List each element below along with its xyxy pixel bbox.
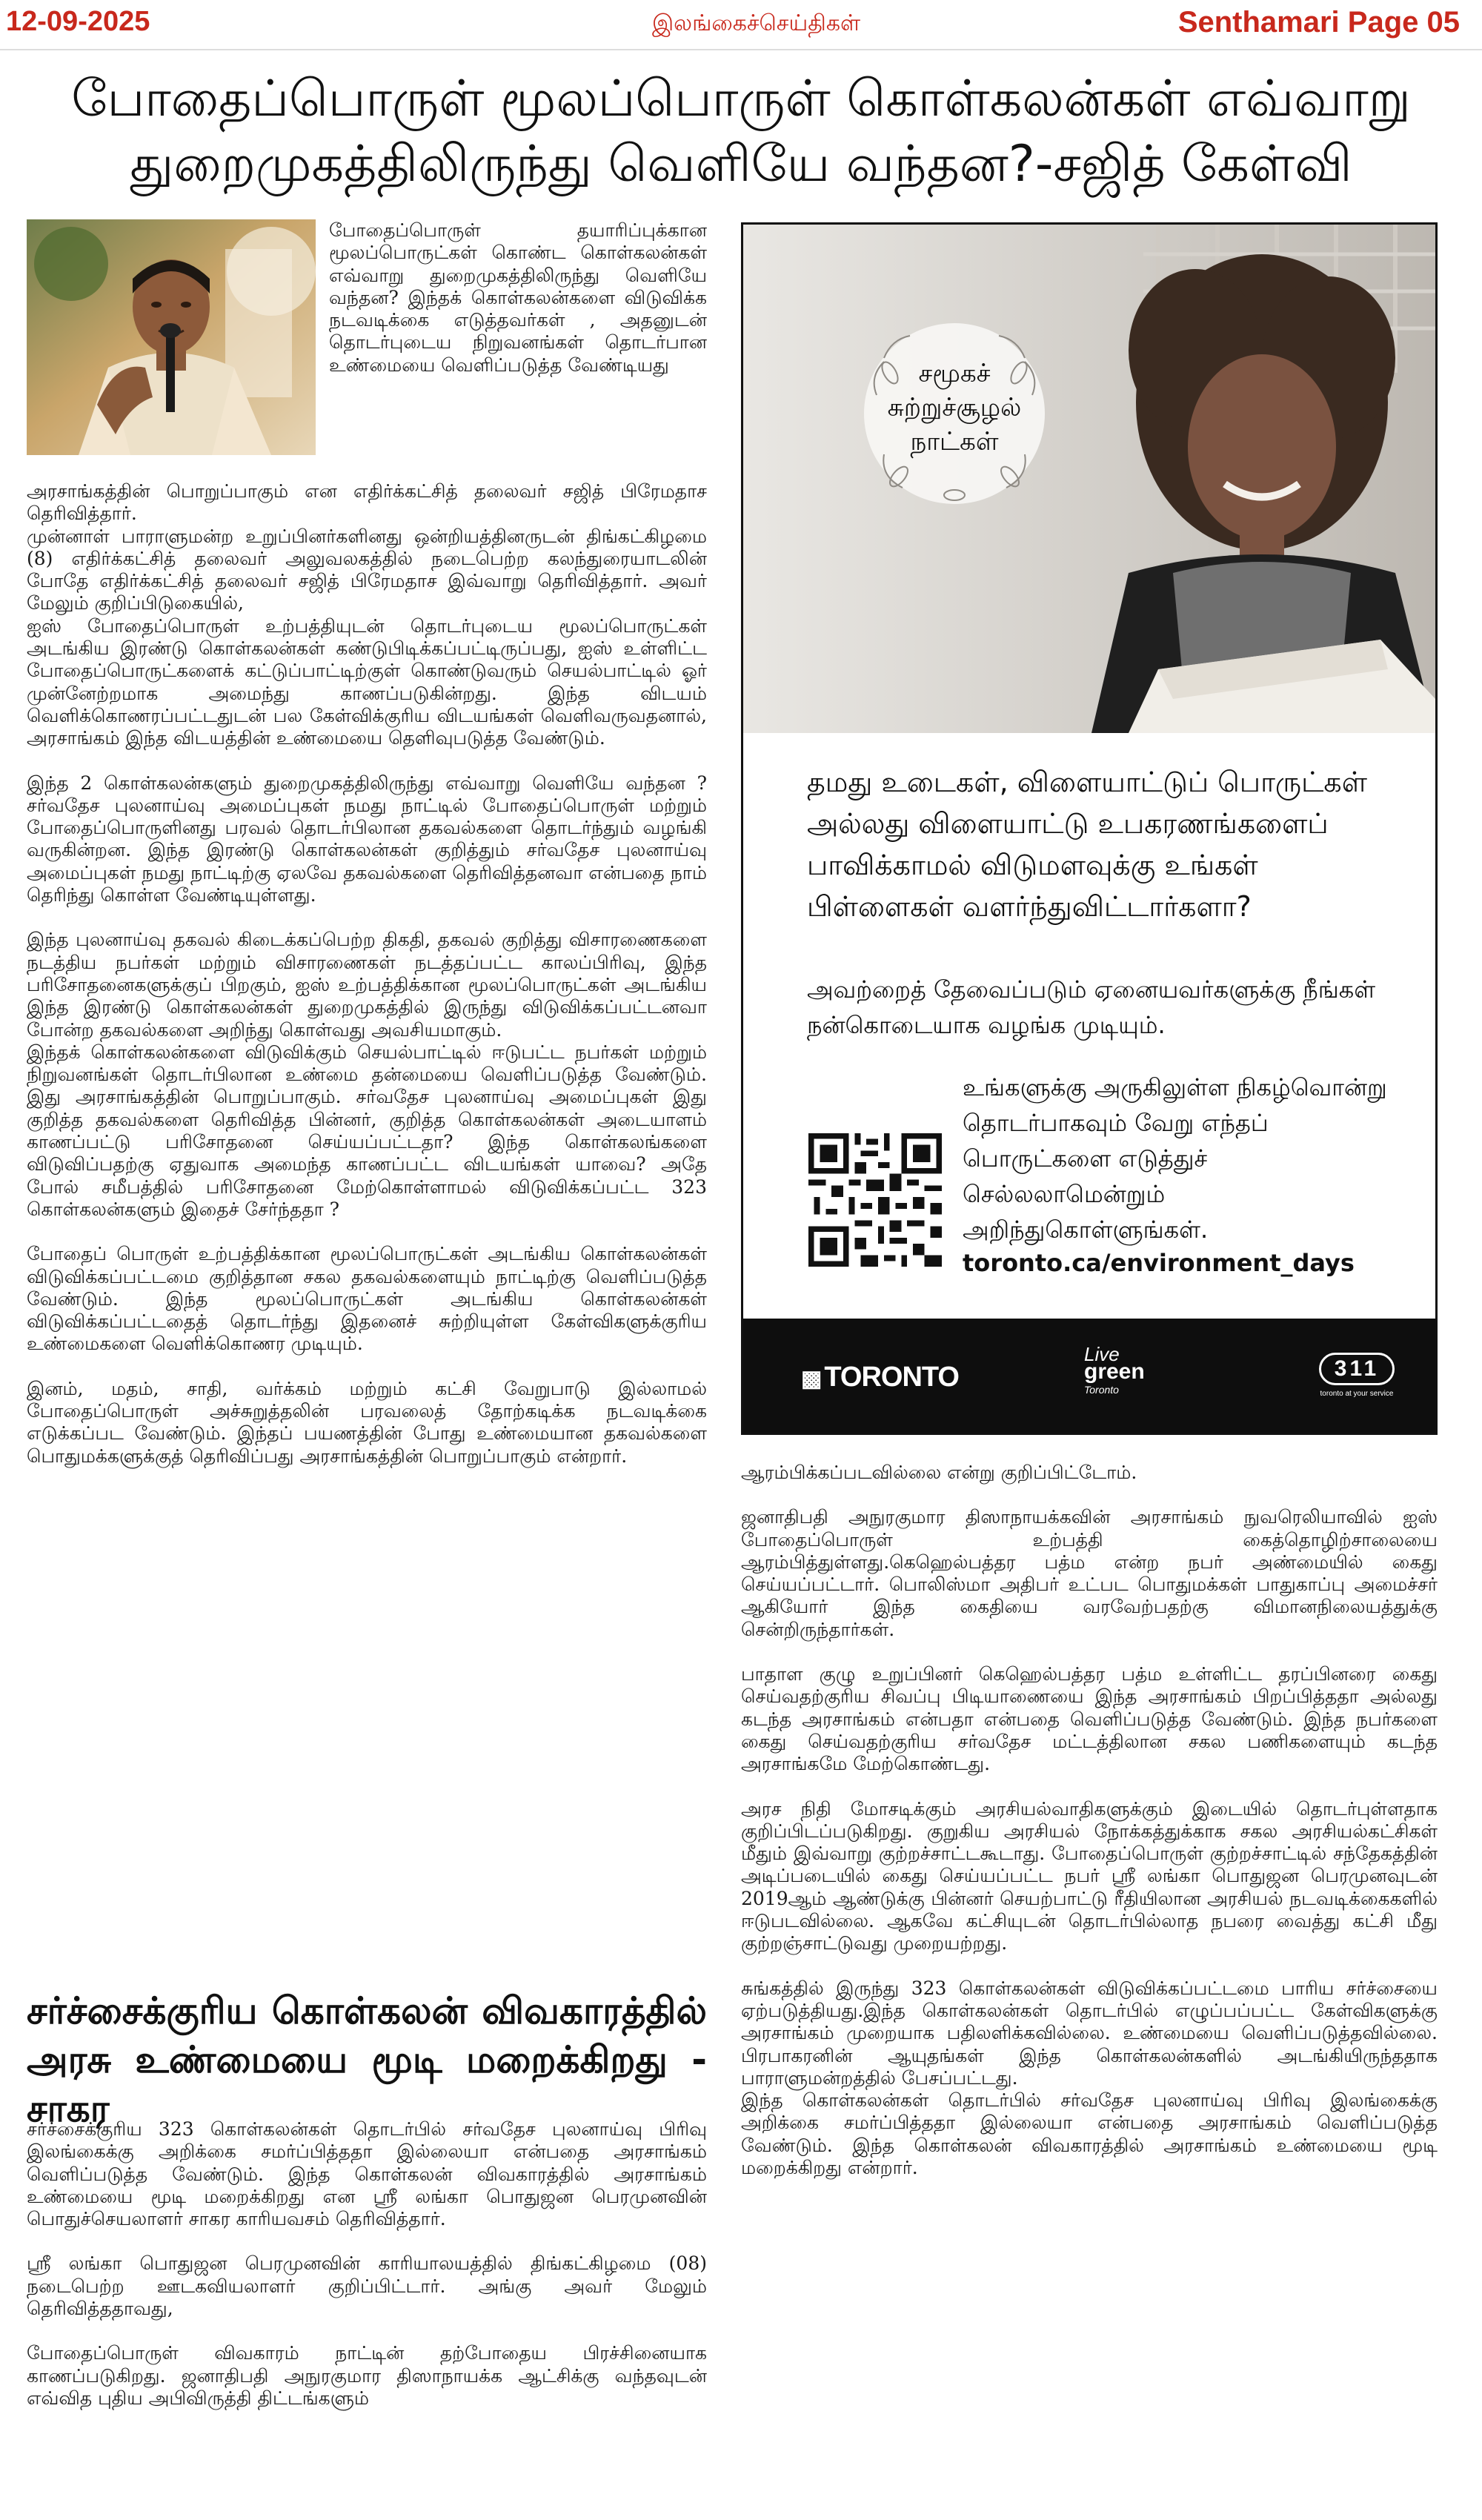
- main-headline: [30, 67, 1452, 197]
- qr-code-icon[interactable]: [803, 1127, 948, 1273]
- toronto-logo-text: TORONTO: [824, 1362, 959, 1393]
- ad-badge-line: சமூகச்: [918, 359, 991, 388]
- city-hall-icon: ▩: [801, 1367, 822, 1391]
- logo-311-tagline: toronto at your service: [1320, 1390, 1394, 1398]
- article2-paragraph: போதைப்பொருள் விவகாரம் நாட்டின் தற்போதைய பிரச்சினையாக காணப்படுகிறது. ஜனாதிபதி அநுரகுமார திஸாநாயக்க ஆட்சிக்கு வந்தவுடன் எவ்வித புதிய அபிவிருத்தி திட்டங்களும்: [27, 2342, 707, 2409]
- ad-headline-copy: தமது உடைகள், விளையாட்டுப் பொருட்கள் அல்லது விளையாட்டு உபகரணங்களைப் பாவிக்காமல் விடுமளவுக்கு உங்கள் பிள்ளைகள் வளர்ந்துவிட்டார்களா?: [807, 766, 1367, 923]
- article2-paragraph: சுங்கத்தில் இருந்து 323 கொள்கலன்கள் விடுவிக்கப்பட்டமை பாரிய சர்ச்சையை ஏற்படுத்தியது.இந்த கொள்கலன்கள் தொடர்பில் எழுப்பப்பட்ட கேள்விகளுக்கு அரசாங்கம் முறையாக பதிலளிக்கவில்லை. உண்மையை வெளிப்படுத்தவில்லை. பிரபாகரனின் ஆயுதங்கள் இந்த கொள்கலன்களில் அடங்கியிருந்ததாக பாராளுமன்றத்தில் பேசப்பட்டது.: [741, 1977, 1438, 2089]
- article2-body-right: [741, 1462, 1438, 2179]
- ad-logo-bar: [743, 1319, 1435, 1433]
- live-green-text: green: [1084, 1359, 1145, 1384]
- header-divider: [0, 49, 1482, 50]
- live-green-logo: [1084, 1345, 1145, 1399]
- toronto-logo: [801, 1362, 959, 1393]
- article1-paragraph: அரசாங்கத்தின் பொறுப்பாகும் என எதிர்க்கட்சித் தலைவர் சஜித் பிரேமதாச தெரிவித்தார்.: [27, 480, 707, 525]
- speaker-photo: [27, 219, 316, 455]
- ad-info-copy: உங்களுக்கு அருகிலுள்ள நிகழ்வொன்று தொடர்பாகவும் வேறு எந்தப் பொருட்களை எடுத்துச் செல்லலாமென்றும் அறிந்துகொள்ளுங்கள்.: [963, 1073, 1387, 1244]
- ad-donation-copy: அவற்றைத் தேவைப்படும் ஏனையவர்களுக்கு நீங்கள் நன்கொடையாக வழங்க முடியும்.: [807, 975, 1376, 1039]
- logo-311: [1305, 1353, 1409, 1398]
- ad-badge: [854, 357, 1054, 459]
- live-green-text: Live: [1084, 1343, 1120, 1365]
- ad-url-link[interactable]: toronto.ca/environment_days: [963, 1249, 1355, 1277]
- headline-line-1: போதைப்பொருள் மூலப்பொருள் கொள்கலன்கள் எவ்வாறு: [71, 70, 1411, 128]
- article1-paragraph: இந்த புலனாய்வு தகவல் கிடைக்கப்பெற்ற திகதி, தகவல் குறித்து விசாரணைகளை நடத்திய நபர்கள் மற்றும் விசாரணைகள் நடத்தப்பட்ட காலப்பிரிவு, இந்த பரிசோதனைகளுக்குப் பிறகும், ஐஸ் உற்பத்திக்கான மூலப்பொருட்கள் அடங்கிய இந்த இரண்டு கொள்கலன்கள் துறைமுகத்தில் இருந்து விடுவிக்கப்பட்டனவா போன்ற தகவல்களை அறிந்து கொள்வது அவசியமாகும்.: [27, 929, 707, 1041]
- article2-paragraph: ஆரம்பிக்கப்படவில்லை என்று குறிப்பிட்டோம்.: [741, 1462, 1137, 1483]
- headline-line-2: துறைமுகத்திலிருந்து வெளியே வந்தன?-சஜித் கேள்வி: [130, 135, 1352, 193]
- article1-lead-paragraph: போதைப்பொருள் தயாரிப்புக்கான மூலப்பொருட்கள் கொண்ட கொள்கலன்கள் எவ்வாறு துறைமுகத்திலிருந்து வெளியே வந்தன? இந்தக் கொள்கலன்களை விடுவிக்க நடவடிக்கை எடுத்தவர்கள் , அதனுடன் தொடர்புடைய நிறுவனங்கள் தொடர்பான உண்மையை வெளிப்படுத்த வேண்டியது: [329, 219, 707, 376]
- article2-paragraph: பாதாள குழு உறுப்பினர் கெஹெல்பத்தர பத்ம உள்ளிட்ட தரப்பினரை கைது செய்வதற்குரிய சிவப்பு பிடியாணையை இந்த அரசாங்கம் பிறப்பித்ததா அல்லது கடந்த அரசாங்கம் என்பதா என்பதை வெளிப்படுத்த வேண்டும். இந்த நபர்களை கைது செய்வதற்குரிய சர்வதேச மட்டத்திலான சகல பணிகளையும் கடந்த அரசாங்கமே மேற்கொண்டது.: [741, 1663, 1438, 1775]
- article1-paragraph: இனம், மதம், சாதி, வர்க்கம் மற்றும் கட்சி வேறுபாடு இல்லாமல் போதைப்பொருள் அச்சுறுத்தலின் பரவலைத் தோற்கடிக்க நடவடிக்கை எடுக்கப்பட வேண்டும். இந்தப் பயணத்தின் போது உண்மையான தகவல்களை பொதுமக்களுக்குத் தெரிவிப்பது அரசாங்கத்தின் பொறுப்பாகும் என்றார்.: [27, 1377, 707, 1467]
- article2-paragraph: அரச நிதி மோசடிக்கும் அரசியல்வாதிகளுக்கும் இடையில் தொடர்புள்ளதாக குறிப்பிடப்படுகிறது. குறுகிய அரசியல் நோக்கத்துக்காக சகல அரசியல்கட்சிகள் மீதும் இவ்வாறு குற்றச்சாட்டகூடாது. போதைப்பொருள் குற்றச்சாட்டில் சந்தேகத்தின் அடிப்படையில் கைது செய்யப்பட்ட நபர் ஸ்ரீ லங்கா பொதுஜன பெரமுனவுடன் 2019ஆம் ஆண்டுக்கு பின்னர் செயற்பாட்டு ரீதியிலான அரசியல் நடவடிக்கைகளில் ஈடுபடவில்லை. ஆகவே கட்சியுடன் தொடர்பில்லாத நபரை வைத்து கட்சி மீது குற்றஞ்சாட்டுவது முறையற்றது.: [741, 1797, 1438, 1954]
- ad-badge-line: சுற்றுச்சூழல்: [887, 393, 1022, 422]
- article2-body-left: [27, 2118, 707, 2410]
- article1-paragraph: இந்தக் கொள்கலன்களை விடுவிக்கும் செயல்பாட்டில் ஈடுபட்ட நபர்கள் மற்றும் நிறுவனங்கள் தொடர்பிலான உண்மை தன்மையை வெளிப்படுத்த வேண்டும். இது அரசாங்கத்தின் பொறுப்பாகும். சர்வதேச புலனாய்வு அமைப்புகள் இது குறித்த தகவல்களை தெரிவித்த பின்னர், குறித்த கொள்கலன்கள் அடையாளம் காணப்பட்டு பரிசோதனை செய்யப்பட்டதா? இந்த கொள்கலங்களை விடுவிப்பதற்கு ஏதுவாக அமைந்த காணப்பட்ட விடயங்கள் யாவை? அதே போல் சமீபத்தில் பரிசோதனை மேற்கொள்ளாமல் விடுவிக்கப்பட்ட 323 கொள்கலன்களும் இதைச் சேர்ந்ததா ?: [27, 1041, 707, 1220]
- article1-paragraph: இந்த 2 கொள்கலன்களும் துறைமுகத்திலிருந்து எவ்வாறு வெளியே வந்தன ? சர்வதேச புலனாய்வு அமைப்புகள் நமது நாட்டில் போதைப்பொருள் மற்றும் போதைப்பொருளினது பரவல் தொடர்பிலான தகவல்களை தொடர்ந்தும் வழங்கி வருகின்றன. இந்த இரண்டு கொள்கலன்கள் குறித்தும் சர்வதேச புலனாய்வு அமைப்புகள் நமது நாட்டிற்கு ஏலவே தகவல்களை தெரிவித்தனவா என்பதை நாம் தெரிந்து கொள்ள வேண்டியுள்ளது.: [27, 772, 707, 906]
- section-title: இலங்கைச்செய்திகள்: [652, 10, 861, 36]
- article2-headline: சர்ச்சைக்குரிய கொள்கலன் விவகாரத்தில் அரசு உண்மையை மூடி மறைக்கிறது - சாகர: [27, 1989, 707, 2130]
- advertisement: [741, 222, 1438, 1435]
- article1-paragraph: போதைப் பொருள் உற்பத்திக்கான மூலப்பொருட்கள் அடங்கிய கொள்கலன்கள் விடுவிக்கப்பட்டமை குறித்தான சகல தகவல்களையும் நாட்டிற்கு வெளிப்படுத்த வேண்டும். இந்த மூலப்பொருட்கள் அடங்கிய கொள்கலன்கள் விடுவிக்கப்பட்டதைத் தொடர்ந்து இதனைச் சுற்றியுள்ள கேள்விகளுக்குரிய உண்மைகளை வெளிக்கொணர முடியும்.: [27, 1243, 707, 1355]
- article1-paragraph: ஐஸ் போதைப்பொருள் உற்பத்தியுடன் தொடர்புடைய மூலப்பொருட்கள் அடங்கிய இரண்டு கொள்கலன்கள் கண்டுபிடிக்கப்பட்டிருப்பது, ஐஸ் உள்ளிட்ட போதைப்பொருட்களைக் கட்டுப்பாட்டிற்குள் கொண்டுவரும் செயல்பாட்டில் ஓர் முன்னேற்றமாக அமைந்து காணப்படுகின்றது. இந்த விடயம் வெளிக்கொணரப்பட்டதுடன் பல கேள்விக்குரிய விடயங்கள் வெளிவருவதனால், அரசாங்கம் இந்த விடயத்தின் உண்மையை தெளிவுபடுத்த வேண்டும்.: [27, 614, 707, 749]
- article2-paragraph: ஸ்ரீ லங்கா பொதுஜன பெரமுனவின் காரியாலயத்தில் திங்கட்கிழமை (08) நடைபெற்ற ஊடகவியலாளர் குறிப்பிட்டார். அங்கு அவர் மேலும் தெரிவித்ததாவது,: [27, 2252, 707, 2320]
- article2-paragraph: ஜனாதிபதி அநுரகுமார திஸாநாயக்கவின் அரசாங்கம் நுவரெலியாவில் ஐஸ் போதைப்பொருள் உற்பத்தி கைத்தொழிற்சாலையை ஆரம்பித்துள்ளது.கெஹெல்பத்தர பத்ம என்ற நபர் அண்மையில் கைது செய்யப்பட்டார். பொலிஸ்மா அதிபர் உட்பட பொதுமக்கள் பாதுகாப்பு அமைச்சர் ஆகியோர் இந்த கைதியை வரவேற்பதற்கு விமானநிலையத்துக்கு சென்றிருந்தார்கள்.: [741, 1506, 1438, 1640]
- article1-lead: [329, 219, 707, 377]
- article2-paragraph: இந்த கொள்கலன்கள் தொடர்பில் சர்வதேச புலனாய்வு பிரிவு இலங்கைக்கு அறிக்கை சமர்ப்பித்ததா இல்லையா என்பதை அரசாங்கம் வெளிப்படுத்த வேண்டும். இந்த கொள்கலன் விவகாரத்தில் அரசாங்கம் உண்மையை மூடி மறைக்கிறது என்றார்.: [741, 2089, 1438, 2179]
- article1-paragraph: முன்னாள் பாராளுமன்ற உறுப்பினர்களினது ஒன்றியத்தினருடன் திங்கட்கிழமை (8) எதிர்க்கட்சித் தலைவர் அலுவலகத்தில் நடைபெற்ற கலந்துரையாடலின் போதே எதிர்க்கட்சித் தலைவர் சஜித் பிரேமதாச இவ்வாறு தெரிவித்தார். அவர் மேலும் குறிப்பிடுகையில்,: [27, 525, 707, 614]
- logo-311-number: 311: [1319, 1353, 1395, 1385]
- ad-badge-line: நாட்கள்: [910, 427, 999, 457]
- ad-photo: [743, 225, 1435, 733]
- issue-date: 12-09-2025: [6, 6, 150, 37]
- live-green-text: Toronto: [1084, 1384, 1119, 1396]
- page-label: Senthamari Page 05: [1177, 6, 1460, 39]
- article1-body: [27, 480, 707, 1468]
- article2-paragraph: சர்ச்சைக்குரிய 323 கொள்கலன்கள் தொடர்பில் சர்வதேச புலனாய்வு பிரிவு இலங்கைக்கு அறிக்கை சமர்ப்பித்ததா இல்லையா என்பதை அரசாங்கம் வெளிப்படுத்த வேண்டும். இந்த கொள்கலன் விவகாரத்தில் அரசாங்கம் உண்மையை மூடி மறைக்கிறது என ஸ்ரீ லங்கா பொதுஜன பெரமுனவின் பொதுச்செயலாளர் சாகர காரியவசம் தெரிவித்தார்.: [27, 2118, 707, 2230]
